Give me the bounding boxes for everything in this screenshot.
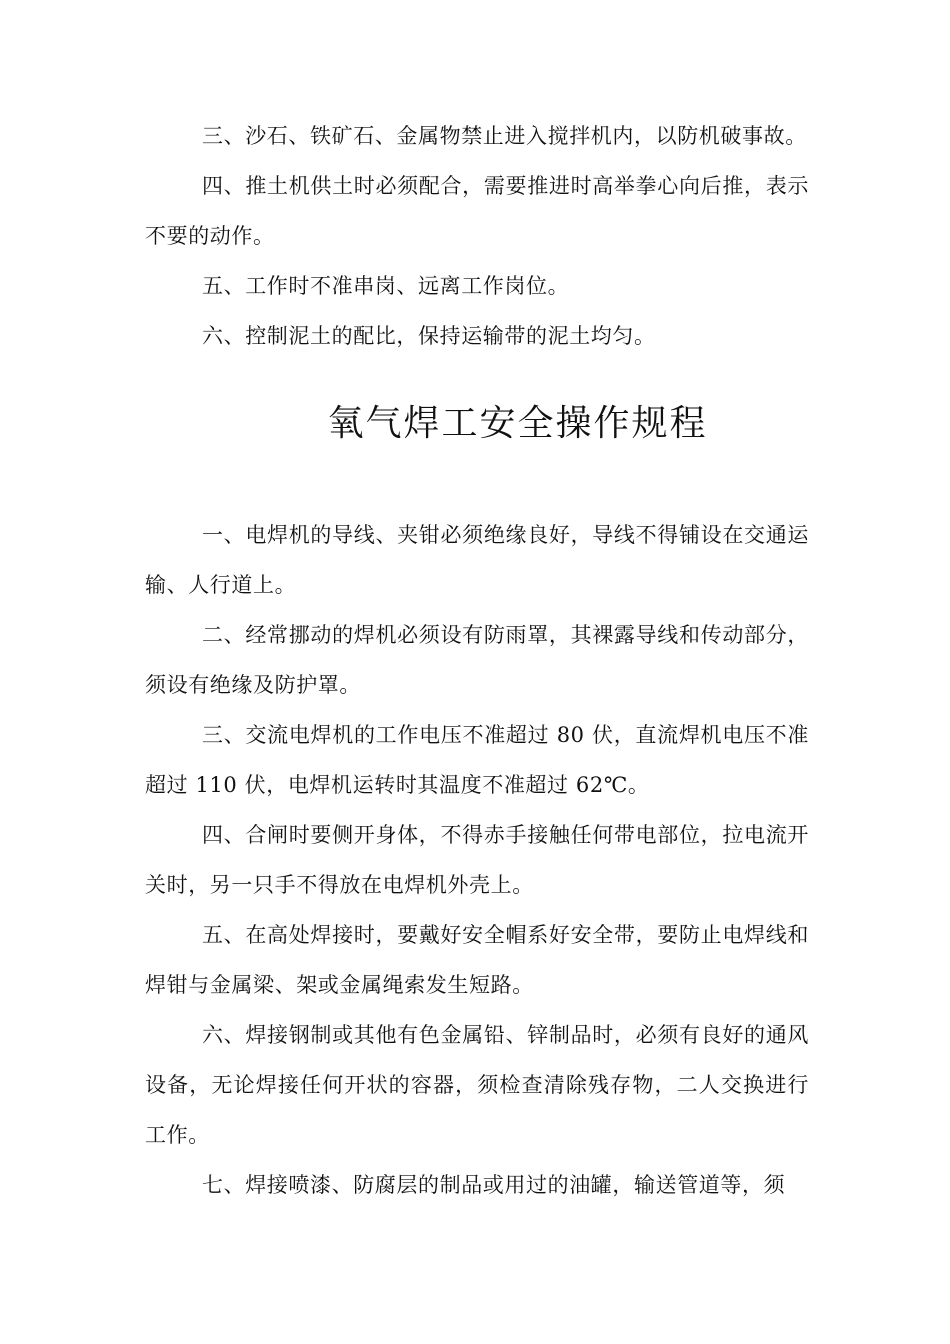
main-section — [145, 510, 809, 1210]
rule-7: 七、焊接喷漆、防腐层的制品或用过的油罐，输送管道等，须 — [202, 1173, 786, 1197]
paragraph-4: 四、推土机供土时必须配合，需要推进时高举拳心向后推，表示不要的动作。 — [145, 174, 809, 248]
rule-4: 四、合闸时要侧开身体，不得赤手接触任何带电部位，拉电流开关时，另一只手不得放在电焊机外壳上。 — [145, 823, 809, 897]
rule-6: 六、焊接钢制或其他有色金属铅、锌制品时，必须有良好的通风设备，无论焊接任何开状的容器，须检查清除残存物，二人交换进行工作。 — [145, 1023, 809, 1147]
rule-1: 一、电焊机的导线、夹钳必须绝缘良好，导线不得铺设在交通运输、人行道上。 — [145, 523, 809, 597]
paragraph-6: 六、控制泥土的配比，保持运输带的泥土均匀。 — [202, 324, 656, 348]
rule-3: 三、交流电焊机的工作电压不准超过 80 伏，直流焊机电压不准超过 110 伏，电焊机运转时其温度不准超过 62℃。 — [145, 723, 809, 797]
previous-section — [145, 111, 809, 361]
document-title: 氧气焊工安全操作规程 — [327, 403, 708, 444]
paragraph-3: 三、沙石、铁矿石、金属物禁止进入搅拌机内，以防机破事故。 — [202, 124, 807, 148]
paragraph-5: 五、工作时不准串岗、远离工作岗位。 — [202, 274, 570, 298]
rule-5: 五、在高处焊接时，要戴好安全帽系好安全带，要防止电焊线和焊钳与金属梁、架或金属绳索发生短路。 — [145, 923, 809, 997]
rule-2: 二、经常挪动的焊机必须设有防雨罩，其裸露导线和传动部分，须设有绝缘及防护罩。 — [145, 623, 809, 697]
